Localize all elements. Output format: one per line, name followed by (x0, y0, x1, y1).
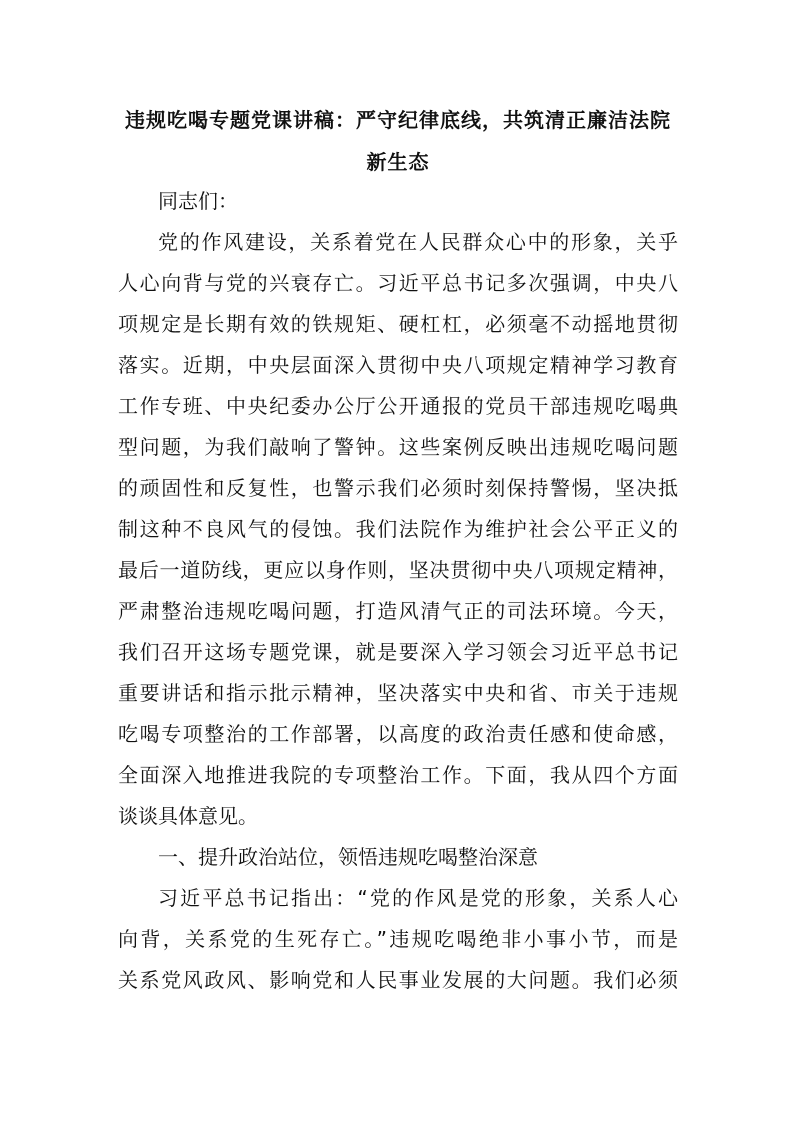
paragraph-line: 我们召开这场专题党课，就是要深入学习领会习近平总书记 (118, 640, 678, 664)
paragraph-line: 谈谈具体意见。 (118, 804, 258, 828)
paragraph-line: 工作专班、中央纪委办公厅公开通报的党员干部违规吃喝典 (118, 394, 678, 418)
document-title-line-1: 违规吃喝专题党课讲稿：严守纪律底线，共筑清正廉洁法院 (125, 108, 671, 132)
paragraph-line: 全面深入地推进我院的专项整治工作。下面，我从四个方面 (118, 763, 678, 787)
paragraph-line: 党的作风建设，关系着党在人民群众心中的形象，关乎 (158, 230, 678, 254)
paragraph-line: 向背，关系党的生死存亡。”违规吃喝绝非小事小节，而是 (118, 927, 678, 951)
paragraph-line: 的顽固性和反复性，也警示我们必须时刻保持警惕，坚决抵 (118, 476, 678, 500)
paragraph-line: 型问题，为我们敲响了警钟。这些案例反映出违规吃喝问题 (118, 435, 678, 459)
paragraph-line: 制这种不良风气的侵蚀。我们法院作为维护社会公平正义的 (118, 517, 678, 541)
paragraph-line: 吃喝专项整治的工作部署，以高度的政治责任感和使命感， (118, 722, 678, 746)
section-heading: 一、提升政治站位，领悟违规吃喝整治深意 (158, 845, 538, 869)
paragraph-line: 落实。近期，中央层面深入贯彻中央八项规定精神学习教育 (118, 353, 678, 377)
salutation: 同志们： (158, 189, 238, 213)
paragraph-line: 关系党风政风、影响党和人民事业发展的大问题。我们必须 (118, 968, 678, 992)
paragraph-line: 严肃整治违规吃喝问题，打造风清气正的司法环境。今天， (118, 599, 678, 623)
paragraph-line: 最后一道防线，更应以身作则，坚决贯彻中央八项规定精神， (118, 558, 678, 582)
paragraph-line: 项规定是长期有效的铁规矩、硬杠杠，必须毫不动摇地贯彻 (118, 312, 678, 336)
paragraph-line: 重要讲话和指示批示精神，坚决落实中央和省、市关于违规 (118, 681, 678, 705)
paragraph-line: 人心向背与党的兴衰存亡。习近平总书记多次强调，中央八 (118, 271, 678, 295)
document-title-line-2: 新生态 (366, 150, 430, 174)
paragraph-line: 习近平总书记指出：“党的作风是党的形象，关系人心 (158, 886, 678, 910)
